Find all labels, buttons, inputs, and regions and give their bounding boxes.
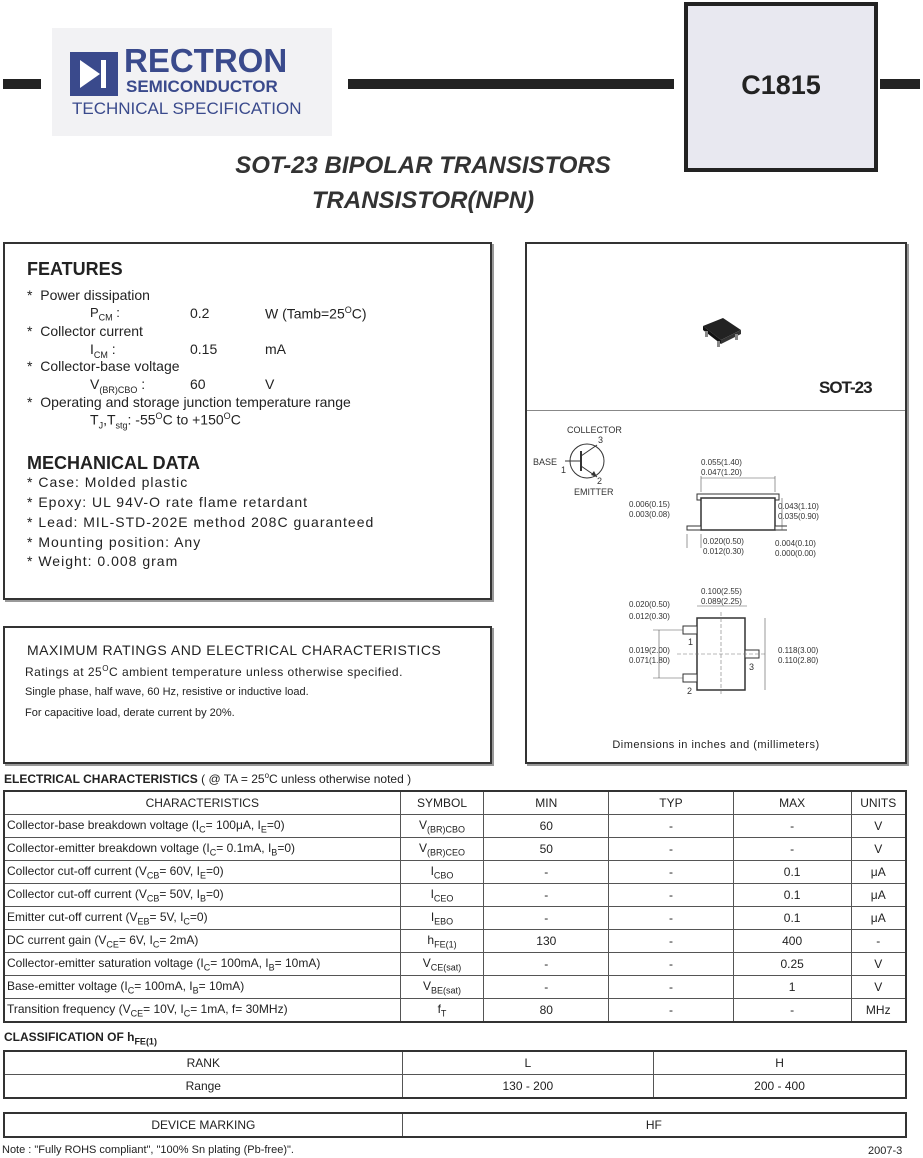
symbol-cell: $V_{(BR)CBO}$ <box>400 815 484 838</box>
dimensions-note: Dimensions in inches and (millimeters) <box>612 739 820 751</box>
collector-label: COLLECTOR <box>567 425 622 435</box>
typ-cell: - <box>609 930 734 953</box>
dim-label: 0.035(0.90) <box>778 512 819 521</box>
feature-unit: W $(Tamb=25^OC)$ <box>265 305 367 322</box>
min-cell: 80 <box>484 999 609 1023</box>
table-row <box>4 1113 906 1137</box>
feature-item: * Operating and storage junction temperature range <box>27 394 351 410</box>
electrical-table <box>3 790 907 1023</box>
feature-value: 0.15 <box>190 341 218 357</box>
char-cell: Transition frequency ($V_{CE}= 10V$, $I_C= 1mA$, f= 30MHz) <box>4 999 400 1023</box>
dim-label: 0.000(0.00) <box>775 549 816 558</box>
electrical-caption: ELECTRICAL CHARACTERISTICS ( @ TA = $25^oC$ unless otherwise noted ) <box>4 771 412 786</box>
typ-cell: - <box>609 815 734 838</box>
marking-label: DEVICE MARKING <box>4 1113 402 1137</box>
sot23-chip-icon <box>697 312 747 352</box>
header-cell: UNITS <box>851 791 906 815</box>
ratings-line-3: For capacitive load, derate current by 20%. <box>25 707 235 719</box>
header-cell: TYP <box>609 791 734 815</box>
typ-cell: - <box>609 884 734 907</box>
feature-unit: mA <box>265 341 286 357</box>
dim-label: 0.071(1.80) <box>629 656 670 665</box>
dim-label: 0.110(2.80) <box>778 656 819 665</box>
rectron-logo-icon <box>70 52 118 96</box>
dim-label: 0.020(0.50) <box>703 537 744 546</box>
char-cell: Collector-base breakdown voltage ($I_C= 100\mu A$, $I_E=0$) <box>4 815 400 838</box>
unit-cell: V <box>851 953 906 976</box>
marking-table <box>3 1112 907 1138</box>
min-cell: 50 <box>484 838 609 861</box>
dim-label: 0.003(0.08) <box>629 510 670 519</box>
unit-cell: V <box>851 815 906 838</box>
symbol-cell: $V_{BE(sat)}$ <box>400 976 484 999</box>
company-name: RECTRON <box>124 42 288 79</box>
feature-item: * Collector current <box>27 323 143 339</box>
feature-symbol: $V_{(BR)CBO}$ : <box>90 376 146 395</box>
pin-1-label: 1 <box>561 465 567 475</box>
part-number-box <box>684 2 878 172</box>
mechanical-heading: MECHANICAL DATA <box>27 453 200 473</box>
max-cell: - <box>733 838 851 861</box>
dim-label: 0.012(0.30) <box>703 547 744 556</box>
min-cell: - <box>484 976 609 999</box>
pin-2-label: 2 <box>687 686 693 696</box>
rank-label: RANK <box>4 1051 402 1075</box>
npn-transistor-symbol-icon <box>557 439 612 484</box>
feature-value: 0.2 <box>190 305 210 321</box>
max-cell: 0.1 <box>733 861 851 884</box>
table-row <box>4 953 906 976</box>
unit-cell: MHz <box>851 999 906 1023</box>
footer-date: 2007-3 <box>868 1145 903 1157</box>
feature-value: 60 <box>190 376 206 392</box>
symbol-cell: $I_{CBO}$ <box>400 861 484 884</box>
mechanical-item: * Epoxy: UL 94V-O rate flame retardant <box>27 494 309 510</box>
table-row <box>4 976 906 999</box>
dim-label: 0.055(1.40) <box>701 458 742 467</box>
char-cell: Emitter cut-off current ($V_{EB}= 5V$, $I_C=0$) <box>4 907 400 930</box>
min-cell: - <box>484 861 609 884</box>
unit-cell: μA <box>851 884 906 907</box>
classification-caption: CLASSIFICATION OF $h_{FE(1)}$ <box>4 1030 157 1047</box>
part-number: C1815 <box>741 70 821 100</box>
dim-label: 0.089(2.25) <box>701 597 742 606</box>
divider <box>527 410 905 411</box>
min-cell: 130 <box>484 930 609 953</box>
feature-unit: V <box>265 376 275 392</box>
max-cell: - <box>733 815 851 838</box>
min-cell: - <box>484 953 609 976</box>
ratings-box <box>3 626 492 764</box>
symbol-cell: $h_{FE(1)}$ <box>400 930 484 953</box>
range-h: 200 - 400 <box>654 1075 906 1099</box>
dim-label: 0.043(1.10) <box>778 502 819 511</box>
base-label: BASE <box>533 457 558 467</box>
rank-h: H <box>654 1051 906 1075</box>
typ-cell: - <box>609 976 734 999</box>
classification-table <box>3 1050 907 1099</box>
dim-label: 0.012(0.30) <box>629 612 670 621</box>
pin-1-label: 1 <box>688 637 694 647</box>
header-cell: MAX <box>733 791 851 815</box>
pin-2-label: 2 <box>597 476 603 486</box>
max-cell: 1 <box>733 976 851 999</box>
typ-cell: - <box>609 999 734 1023</box>
typ-cell: - <box>609 953 734 976</box>
pin-3-label: 3 <box>749 662 755 672</box>
feature-symbol: $P_{CM}$ : <box>90 305 120 323</box>
mechanical-item: * Weight: 0.008 gram <box>27 553 179 569</box>
char-cell: DC current gain ($V_{CE}= 6V$, $I_C= 2mA$) <box>4 930 400 953</box>
dim-label: 0.118(3.00) <box>778 646 819 655</box>
char-cell: Collector-emitter breakdown voltage ($I_C= 0.1mA$, $I_B=0$) <box>4 838 400 861</box>
feature-symbol: $I_{CM}$ : <box>90 341 116 360</box>
footer-note: Note : "Fully ROHS compliant", "100% Sn plating (Pb-free)". <box>2 1144 294 1156</box>
features-box <box>3 242 492 600</box>
page-subtitle: TRANSISTOR(NPN) <box>311 187 535 214</box>
header-cell: SYMBOL <box>400 791 484 815</box>
header-bar-right <box>880 79 920 89</box>
char-cell: Collector cut-off current ($V_{CB}= 60V$, $I_E=0$) <box>4 861 400 884</box>
char-cell: Collector-emitter saturation voltage ($I_C= 100mA$, $I_B= 10mA$) <box>4 953 400 976</box>
top-view-drawing <box>647 604 787 704</box>
dim-label: 0.100(2.55) <box>701 587 742 596</box>
max-cell: 400 <box>733 930 851 953</box>
dim-label: 0.006(0.15) <box>629 500 670 509</box>
symbol-cell: $V_{CE(sat)}$ <box>400 953 484 976</box>
range-l: 130 - 200 <box>402 1075 653 1099</box>
max-cell: - <box>733 999 851 1023</box>
rank-l: L <box>402 1051 653 1075</box>
table-row <box>4 884 906 907</box>
dim-label: 0.004(0.10) <box>775 539 816 548</box>
side-view-drawing <box>667 476 787 556</box>
table-row <box>4 815 906 838</box>
document-type: TECHNICAL SPECIFICATION <box>72 99 302 118</box>
ratings-line-2: Single phase, half wave, 60 Hz, resistive or inductive load. <box>25 686 309 698</box>
max-cell: 0.25 <box>733 953 851 976</box>
unit-cell: V <box>851 976 906 999</box>
header-bar-left <box>3 79 41 89</box>
feature-item: * Power dissipation <box>27 287 150 303</box>
symbol-cell: $f_T$ <box>400 999 484 1023</box>
dim-label: 0.020(0.50) <box>629 600 670 609</box>
char-cell: Collector cut-off current ($V_{CB}= 50V$, $I_B=0$) <box>4 884 400 907</box>
table-row <box>4 838 906 861</box>
table-row <box>4 930 906 953</box>
unit-cell: - <box>851 930 906 953</box>
mechanical-item: * Case: Molded plastic <box>27 474 189 490</box>
range-label: Range <box>4 1075 402 1099</box>
mechanical-item: * Lead: MIL-STD-202E method 208C guaranteed <box>27 514 375 530</box>
header-cell: MIN <box>484 791 609 815</box>
marking-value: HF <box>402 1113 906 1137</box>
unit-cell: μA <box>851 907 906 930</box>
typ-cell: - <box>609 838 734 861</box>
symbol-cell: $V_{(BR)CEO}$ <box>400 838 484 861</box>
feature-detail: $T_J,T_{stg}$: $-55^OC$ to $+150^OC$ <box>90 411 241 431</box>
features-heading: FEATURES <box>27 259 123 279</box>
typ-cell: - <box>609 861 734 884</box>
symbol-cell: $I_{CEO}$ <box>400 884 484 907</box>
typ-cell: - <box>609 907 734 930</box>
ratings-line-1: Ratings at $25^OC$ ambient temperature unless otherwise specified. <box>25 664 403 679</box>
char-cell: Base-emitter voltage ($I_C= 100mA$, $I_B= 10mA$) <box>4 976 400 999</box>
min-cell: - <box>484 884 609 907</box>
header-bar-middle <box>348 79 674 89</box>
min-cell: - <box>484 907 609 930</box>
unit-cell: μA <box>851 861 906 884</box>
table-row <box>4 861 906 884</box>
page-title: SOT-23 BIPOLAR TRANSISTORS <box>235 152 611 179</box>
mechanical-item: * Mounting position: Any <box>27 534 202 550</box>
table-row <box>4 999 906 1023</box>
header-cell: CHARACTERISTICS <box>4 791 400 815</box>
ratings-heading: MAXIMUM RATINGS AND ELECTRICAL CHARACTERISTICS <box>27 642 442 658</box>
emitter-label: EMITTER <box>574 487 614 497</box>
package-box <box>525 242 907 764</box>
unit-cell: V <box>851 838 906 861</box>
package-name: SOT-23 <box>819 378 872 397</box>
dim-label: 0.047(1.20) <box>701 468 742 477</box>
symbol-cell: $I_{EBO}$ <box>400 907 484 930</box>
company-division: SEMICONDUCTOR <box>126 77 278 96</box>
max-cell: 0.1 <box>733 884 851 907</box>
table-row <box>4 907 906 930</box>
min-cell: 60 <box>484 815 609 838</box>
pin-3-label: 3 <box>598 435 604 445</box>
table-row <box>4 1051 906 1075</box>
table-header-row <box>4 791 906 815</box>
table-row <box>4 1075 906 1099</box>
feature-item: * Collector-base voltage <box>27 358 180 374</box>
dim-label: 0.019(2.00) <box>629 646 670 655</box>
max-cell: 0.1 <box>733 907 851 930</box>
